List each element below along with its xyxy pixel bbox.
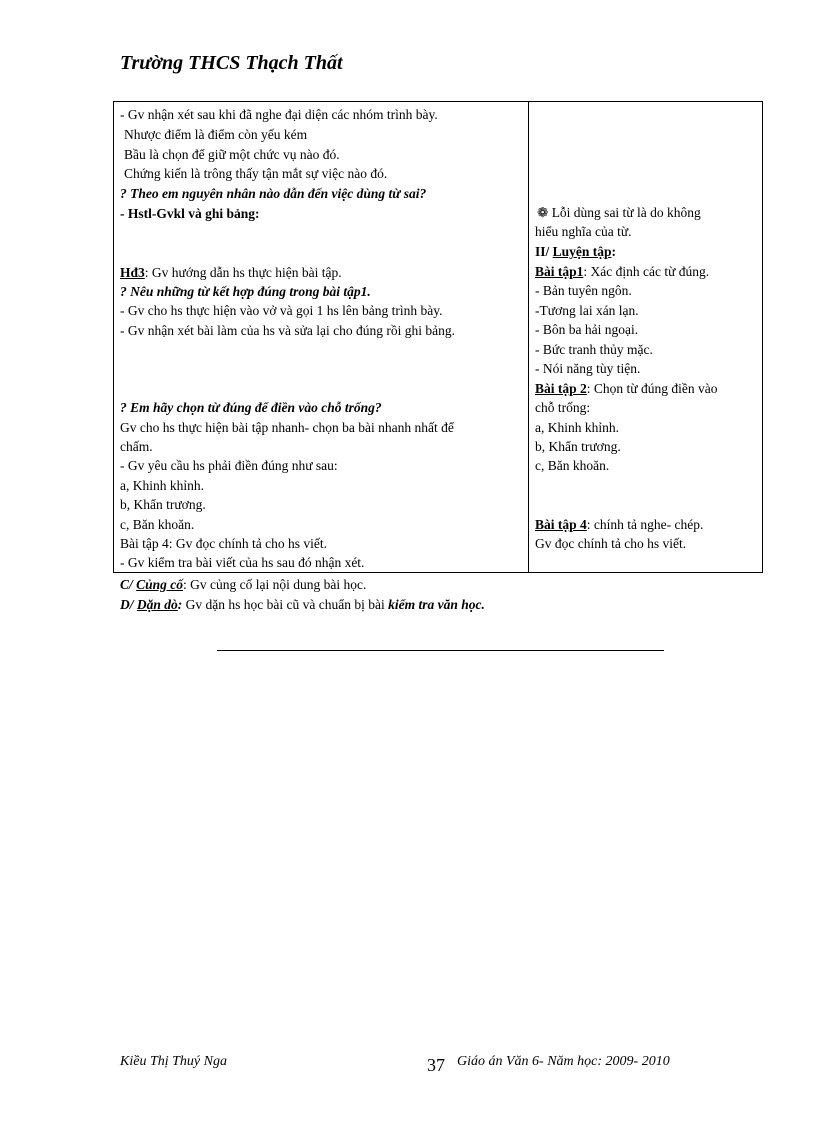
right-line: a, Khinh khỉnh.	[535, 420, 619, 435]
consolidation-line	[120, 576, 366, 594]
homework-colon: :	[177, 597, 183, 612]
section-number: II/	[535, 244, 550, 259]
footer-author: Kiều Thị Thuý Nga	[120, 1054, 227, 1069]
homework-line	[120, 596, 485, 614]
activity-3-text: : Gv hướng dẫn hs thực hiện bài tập.	[144, 265, 342, 280]
homework-emphasis: kiểm tra văn học.	[388, 597, 485, 612]
left-line: - Gv kiểm tra bài viết của hs sau đó nhận xét.	[120, 555, 365, 570]
right-line: Gv đọc chính tả cho hs viết.	[535, 536, 687, 551]
section-title: Luyện tập	[552, 244, 612, 259]
right-line: - Bôn ba hải ngoại.	[535, 322, 639, 337]
left-line: - Gv nhận xét bài làm của hs và sửa lại cho đúng rồi ghi bảng.	[120, 323, 455, 338]
exercise-4-text: : chính tả nghe- chép.	[586, 517, 704, 532]
left-line: - Hstl-Gvkl và ghi bảng:	[120, 206, 260, 221]
exercise-2-label: Bài tập 2	[535, 381, 587, 396]
right-line	[537, 204, 701, 222]
left-line: chấm.	[120, 439, 153, 454]
left-line: b, Khẩn trương.	[120, 497, 206, 512]
left-line: - Gv nhận xét sau khi đã nghe đại diện các nhóm trình bày.	[120, 107, 438, 122]
consolidation-label: C/	[120, 577, 137, 592]
left-line: Gv cho hs thực hiện bài tập nhanh- chọn ba bài nhanh nhất để	[120, 420, 454, 435]
consolidation-title: Củng cố	[136, 577, 184, 592]
exercise-4-heading	[535, 516, 703, 534]
left-line: - Gv yêu cầu hs phải điền đúng như sau:	[120, 458, 338, 473]
lesson-table	[113, 101, 763, 573]
footer-course: Giáo án Văn 6- Năm học: 2009- 2010	[457, 1054, 670, 1069]
question-cause: ? Theo em nguyên nhân nào dẫn đến việc dùng từ sai?	[120, 186, 427, 201]
homework-label: D/	[120, 597, 137, 612]
exercise-2-heading	[535, 380, 717, 398]
right-line: chỗ trống:	[535, 400, 591, 415]
question-fill-blank: ? Em hãy chọn từ đúng để điền vào chỗ trống?	[120, 400, 382, 415]
right-line: b, Khẩn trương.	[535, 439, 621, 454]
right-line: - Nói năng tùy tiện.	[535, 361, 641, 376]
left-line: Bầu là chọn để giữ một chức vụ nào đó.	[124, 147, 340, 162]
exercise-1-label: Bài tập1	[535, 264, 584, 279]
activity-3-label: Hđ3	[120, 265, 145, 280]
homework-text: Gv dặn hs học bài cũ và chuẩn bị bài	[182, 597, 389, 612]
activity-3	[120, 264, 342, 282]
horizontal-rule	[217, 650, 664, 651]
left-line: - Gv cho hs thực hiện vào vở và gọi 1 hs lên bảng trình bày.	[120, 303, 443, 318]
left-line: Bài tập 4: Gv đọc chính tả cho hs viết.	[120, 536, 327, 551]
right-line-text: Lỗi dùng sai từ là do không	[551, 205, 701, 220]
consolidation-text: : Gv củng cố lại nội dung bài học.	[183, 577, 367, 592]
section-colon: :	[611, 244, 617, 259]
exercise-2-text: : Chọn từ đúng điền vào	[586, 381, 718, 396]
homework-title: Dặn dò	[136, 597, 178, 612]
right-line: hiểu nghĩa của từ.	[535, 224, 632, 239]
right-line: - Bức tranh thủy mặc.	[535, 342, 653, 357]
page-number: 37	[427, 1055, 445, 1075]
exercise-1-text: : Xác định các từ đúng.	[583, 264, 710, 279]
left-line: Nhược điểm là điểm còn yếu kém	[124, 127, 308, 142]
exercise-4-label: Bài tập 4	[535, 517, 587, 532]
right-line: -Tương lai xán lạn.	[535, 303, 639, 318]
right-line: c, Băn khoăn.	[535, 458, 610, 473]
flower-bullet-icon: ❁	[537, 205, 549, 220]
section-heading	[535, 243, 616, 261]
left-line: Chứng kiến là trông thấy tận mắt sự việc nào đó.	[124, 166, 388, 181]
question-exercise-1: ? Nêu những từ kết hợp đúng trong bài tập1.	[120, 284, 371, 299]
left-line: c, Băn khoăn.	[120, 517, 195, 532]
left-line: a, Khinh khỉnh.	[120, 478, 204, 493]
page-header-school: Trường THCS Thạch Thất	[120, 52, 343, 74]
exercise-1-heading	[535, 263, 709, 281]
column-divider	[528, 102, 529, 572]
right-line: - Bản tuyên ngôn.	[535, 283, 632, 298]
